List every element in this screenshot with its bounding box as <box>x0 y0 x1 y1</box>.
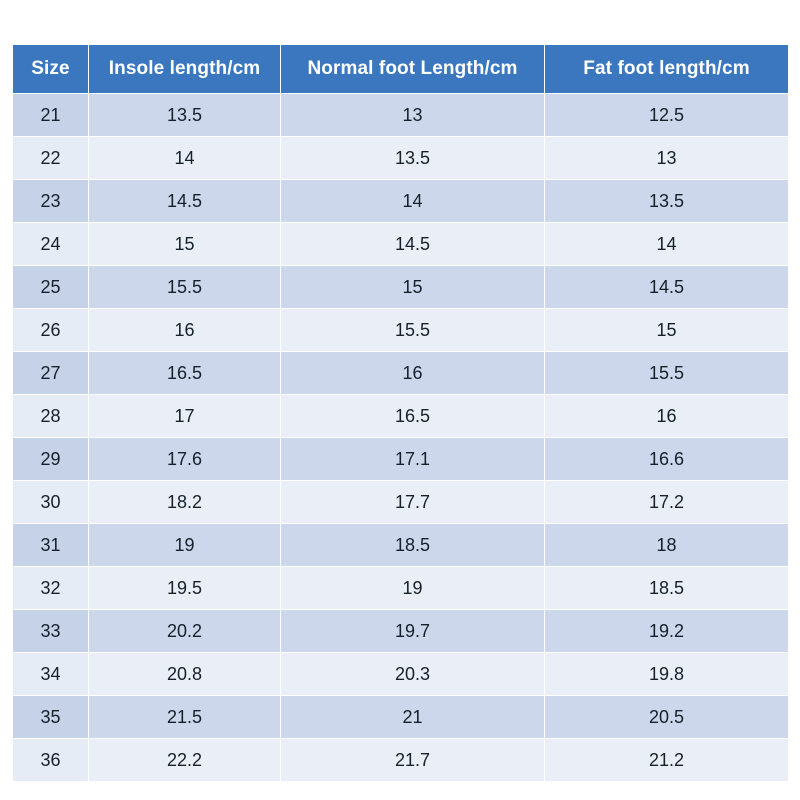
table-row <box>13 137 789 180</box>
table-row <box>13 438 789 481</box>
cell-measurement: 13 <box>545 137 789 180</box>
cell-measurement: 15.5 <box>281 309 545 352</box>
cell-measurement: 16.6 <box>545 438 789 481</box>
cell-size: 25 <box>13 266 89 309</box>
table-row <box>13 309 789 352</box>
cell-measurement: 22.2 <box>89 739 281 782</box>
table-row <box>13 266 789 309</box>
cell-size: 30 <box>13 481 89 524</box>
cell-size: 24 <box>13 223 89 266</box>
table-row <box>13 567 789 610</box>
cell-measurement: 20.3 <box>281 653 545 696</box>
cell-measurement: 19.5 <box>89 567 281 610</box>
cell-measurement: 21 <box>281 696 545 739</box>
cell-size: 36 <box>13 739 89 782</box>
cell-measurement: 15 <box>89 223 281 266</box>
cell-measurement: 18 <box>545 524 789 567</box>
cell-measurement: 15.5 <box>89 266 281 309</box>
column-header-normal-foot-length: Normal foot Length/cm <box>281 45 545 94</box>
cell-measurement: 12.5 <box>545 94 789 137</box>
cell-size: 34 <box>13 653 89 696</box>
cell-size: 29 <box>13 438 89 481</box>
cell-measurement: 19.8 <box>545 653 789 696</box>
table-header-row <box>13 45 789 94</box>
cell-size: 22 <box>13 137 89 180</box>
cell-measurement: 21.5 <box>89 696 281 739</box>
cell-measurement: 14.5 <box>89 180 281 223</box>
cell-size: 23 <box>13 180 89 223</box>
cell-measurement: 17.6 <box>89 438 281 481</box>
cell-measurement: 17.7 <box>281 481 545 524</box>
column-header-fat-foot-length: Fat foot length/cm <box>545 45 789 94</box>
table-body <box>13 94 789 782</box>
table-header <box>13 45 789 94</box>
column-header-insole-length: Insole length/cm <box>89 45 281 94</box>
table-row <box>13 524 789 567</box>
cell-measurement: 16 <box>281 352 545 395</box>
cell-measurement: 14.5 <box>545 266 789 309</box>
cell-measurement: 17 <box>89 395 281 438</box>
cell-measurement: 21.7 <box>281 739 545 782</box>
cell-measurement: 14 <box>89 137 281 180</box>
cell-measurement: 14.5 <box>281 223 545 266</box>
cell-size: 31 <box>13 524 89 567</box>
cell-measurement: 13 <box>281 94 545 137</box>
table-row <box>13 180 789 223</box>
cell-measurement: 20.2 <box>89 610 281 653</box>
cell-measurement: 20.8 <box>89 653 281 696</box>
table-row <box>13 223 789 266</box>
cell-measurement: 19.2 <box>545 610 789 653</box>
table-row <box>13 481 789 524</box>
cell-size: 28 <box>13 395 89 438</box>
cell-measurement: 18.5 <box>545 567 789 610</box>
table-row <box>13 352 789 395</box>
cell-measurement: 17.2 <box>545 481 789 524</box>
cell-measurement: 19 <box>89 524 281 567</box>
cell-measurement: 15.5 <box>545 352 789 395</box>
cell-measurement: 16.5 <box>281 395 545 438</box>
cell-size: 35 <box>13 696 89 739</box>
table-row <box>13 94 789 137</box>
table-row <box>13 739 789 782</box>
cell-measurement: 15 <box>281 266 545 309</box>
cell-size: 27 <box>13 352 89 395</box>
cell-size: 26 <box>13 309 89 352</box>
cell-measurement: 16 <box>89 309 281 352</box>
cell-measurement: 18.5 <box>281 524 545 567</box>
cell-measurement: 19 <box>281 567 545 610</box>
table-row <box>13 696 789 739</box>
cell-measurement: 20.5 <box>545 696 789 739</box>
cell-measurement: 18.2 <box>89 481 281 524</box>
table-row <box>13 395 789 438</box>
cell-measurement: 17.1 <box>281 438 545 481</box>
shoe-size-table <box>12 44 789 782</box>
cell-measurement: 14 <box>545 223 789 266</box>
table-row <box>13 653 789 696</box>
cell-measurement: 13.5 <box>89 94 281 137</box>
cell-measurement: 16.5 <box>89 352 281 395</box>
cell-measurement: 14 <box>281 180 545 223</box>
cell-size: 21 <box>13 94 89 137</box>
cell-measurement: 15 <box>545 309 789 352</box>
cell-measurement: 13.5 <box>281 137 545 180</box>
cell-measurement: 19.7 <box>281 610 545 653</box>
cell-measurement: 21.2 <box>545 739 789 782</box>
table-row <box>13 610 789 653</box>
cell-measurement: 16 <box>545 395 789 438</box>
column-header-size: Size <box>13 45 89 94</box>
cell-size: 32 <box>13 567 89 610</box>
cell-size: 33 <box>13 610 89 653</box>
cell-measurement: 13.5 <box>545 180 789 223</box>
